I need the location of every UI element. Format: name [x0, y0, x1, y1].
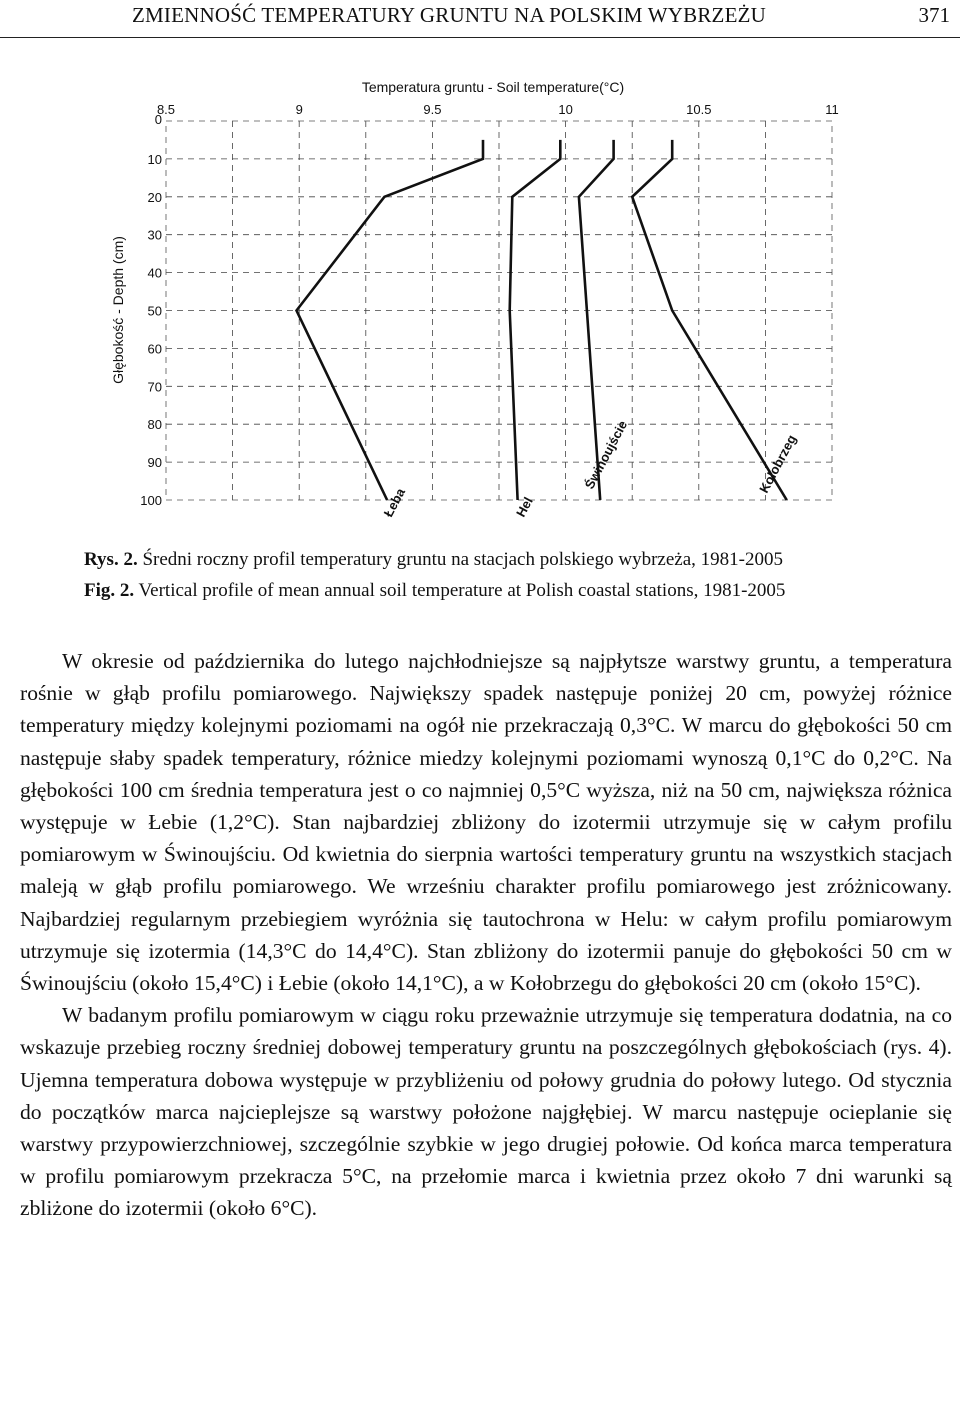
series-label: Hel: [513, 494, 536, 520]
series-line: [632, 140, 787, 500]
y-tick-label: 30: [147, 227, 162, 243]
running-header: [0, 0, 960, 40]
caption-en-text: Vertical profile of mean annual soil temperature at Polish coastal stations, 1981-2005: [134, 580, 786, 601]
y-tick-label: 50: [147, 303, 162, 319]
y-tick-label: 80: [147, 417, 162, 433]
series-line: [510, 140, 561, 500]
x-tick-label: 9: [295, 102, 303, 117]
x-tick-label: 9.5: [423, 102, 442, 117]
caption-pl-number: Rys. 2.: [84, 549, 138, 570]
body-text: [20, 645, 952, 1225]
series-label: Świnoujście: [581, 418, 631, 492]
x-tick-label: 10: [558, 102, 573, 117]
running-header-title: ZMIENNOŚĆ TEMPERATURY GRUNTU NA POLSKIM WYBRZEŻU: [132, 3, 767, 27]
y-tick-label: 100: [140, 493, 162, 508]
figure-caption-pl: [84, 549, 783, 571]
figure-caption-en: [84, 580, 785, 602]
paragraph-1: W okresie od października do lutego najchłodniejsze są najpłytsze warstwy gruntu, a temperatura rośnie w głąb profilu pomiarowego. Największy spadek następuje poniżej 20 cm, powyżej różnice temperatury między kolejnymi poziomami na ogół nie przekraczają 0,3°C. W marcu do głębokości 50 cm następuje słaby spadek temperatury, różnice miedzy kolejnymi poziomami wynoszą 0,1°C do 0,2°C. Na głębokości 100 cm średnia temperatura jest o co najmniej 0,5°C wyższa, niż na 50 cm, największa różnica występuje w Łebie (1,2°C). Stan najbardziej zbliżony do izotermii utrzymuje się w całym profilu pomiarowym w Świnoujściu. Od kwietnia do sierpnia wartości temperatury gruntu na wszystkich stacjach maleją w głąb profilu pomiarowego. We wrześniu charakter profilu pomiarowego jest zróżnicowany. Najbardziej regularnym przebiegiem wyróżnia się tautochrona w Helu: w całym profilu pomiarowym utrzymuje się izotermia (14,3°C do 14,4°C). Stan zbliżony do izotermii panuje do głębokości 50 cm w Świnoujściu (około 15,4°C) i Łebie (około 14,1°C), a w Kołobrzegu do głębokości 20 cm (około 15°C).: [20, 649, 952, 996]
series-label: Kołobrzeg: [756, 432, 800, 496]
y-tick-label: 40: [147, 265, 162, 281]
caption-pl-text: Średni roczny profil temperatury gruntu na stacjach polskiego wybrzeża, 1981-2005: [137, 549, 783, 570]
y-tick-label: 90: [147, 455, 162, 471]
y-tick-label: 0: [154, 112, 162, 127]
series-line: [297, 140, 484, 500]
paragraph-2: W badanym profilu pomiarowym w ciągu roku przeważnie utrzymuje się temperatura dodatnia, na co wskazuje przebieg roczny średniej dobowej temperatury gruntu na poszczególnych głębokościach (rys. 4). Ujemna temperatura dobowa występuje w przybliżeniu od połowy grudnia do połowy lutego. Od stycznia do początków marca najcieplejsze są warstwy położone najgłębiej. W marcu następuje ocieplanie się warstwy przypowierzchniowej, szczególnie szybkie w jego drugiej połowie. Od końca marca temperatura w profilu pomiarowym przekracza 5°C, na przełomie marca i kwietnia przez około 7 dni warunki są zbliżone do izotermii (około 6°C).: [20, 1003, 952, 1221]
page-number: 371: [918, 3, 950, 27]
series-label: Łeba: [380, 485, 409, 520]
y-tick-label: 70: [147, 379, 162, 395]
chart-title: Temperatura gruntu - Soil temperature(°C): [361, 79, 625, 95]
header-rule: [0, 37, 960, 38]
x-tick-label: 11: [825, 102, 839, 117]
y-tick-label: 20: [147, 189, 162, 205]
chart-svg: [0, 40, 960, 550]
y-tick-label: 60: [147, 341, 162, 357]
figure-soil-temperature-profile: [0, 40, 960, 550]
caption-en-number: Fig. 2.: [84, 580, 135, 601]
x-tick-label: 8.5: [156, 102, 176, 117]
y-tick-label: 10: [147, 151, 162, 167]
chart-y-axis-label: Głębokość - Depth (cm): [110, 236, 126, 384]
x-tick-label: 10.5: [686, 102, 712, 117]
